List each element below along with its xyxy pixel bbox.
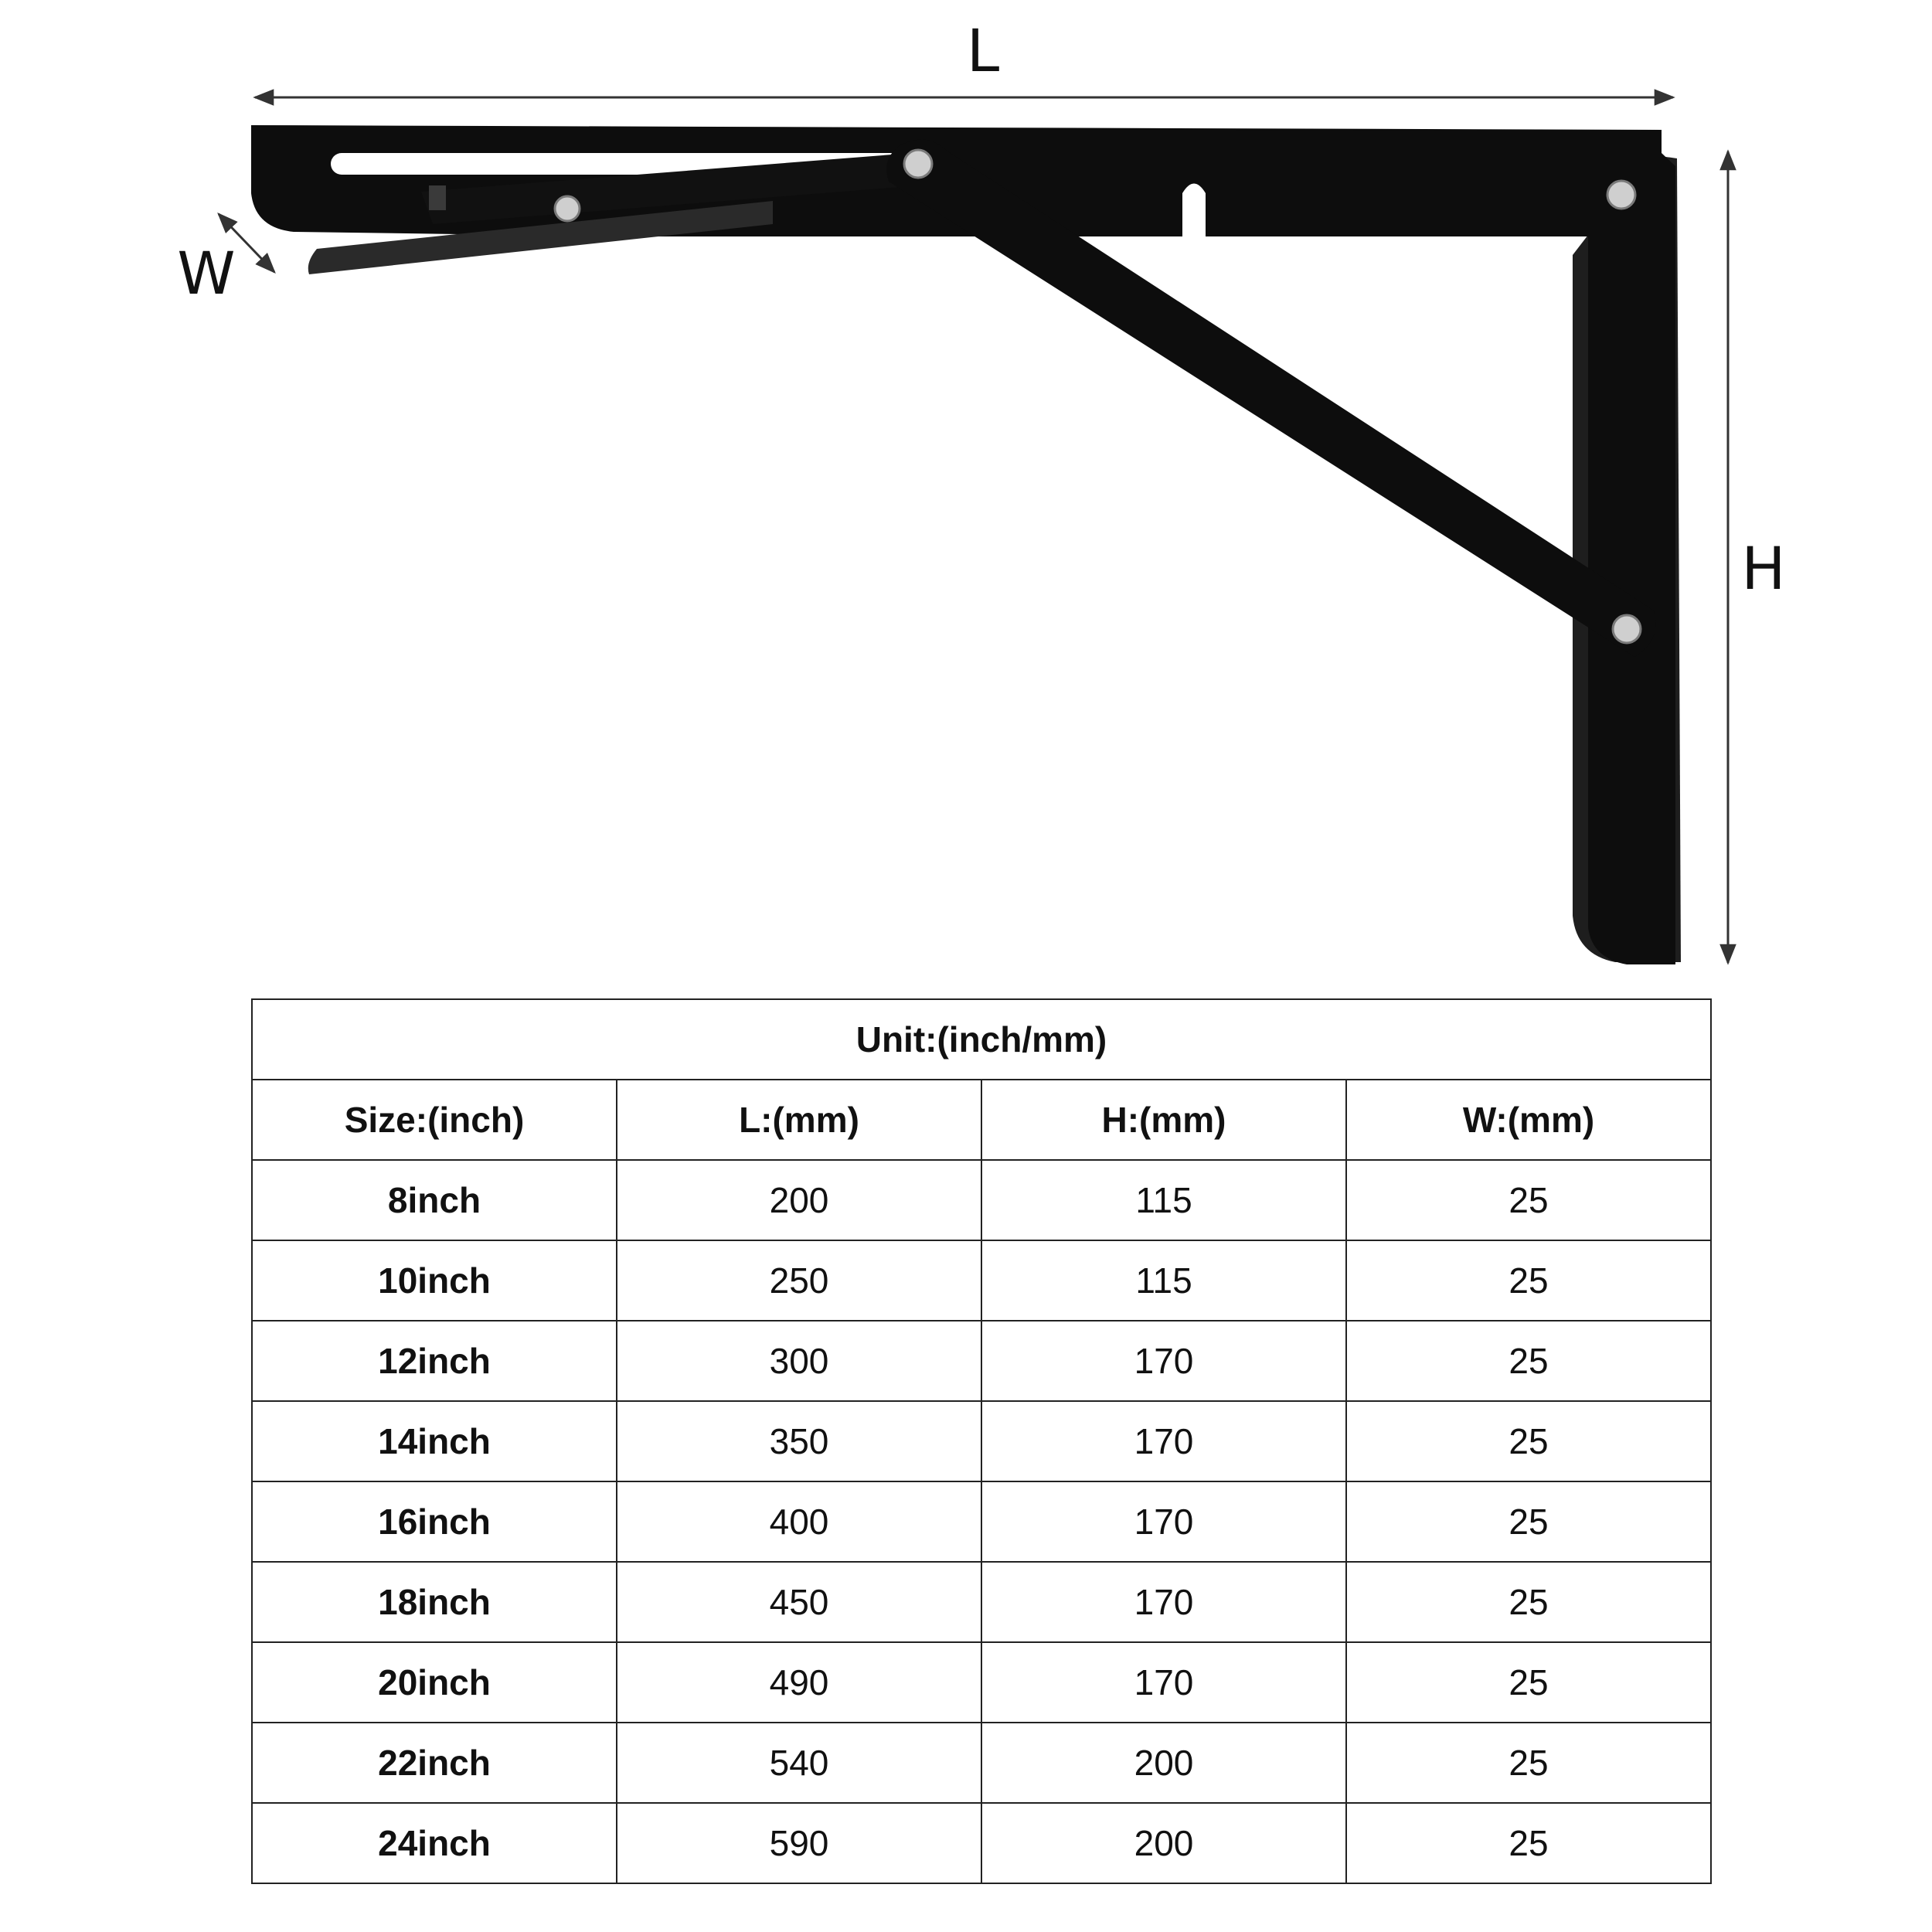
rivet — [555, 196, 580, 221]
height-cell: 170 — [981, 1642, 1346, 1723]
height-cell: 200 — [981, 1803, 1346, 1883]
length-cell: 540 — [617, 1723, 981, 1803]
height-cell: 170 — [981, 1562, 1346, 1642]
length-cell: 590 — [617, 1803, 981, 1883]
height-label: H — [1741, 534, 1786, 603]
length-label: L — [966, 16, 1000, 85]
height-cell: 115 — [981, 1240, 1346, 1321]
table-row — [252, 1642, 1711, 1723]
size-spec-table — [251, 998, 1712, 1884]
table-row — [252, 1401, 1711, 1481]
height-cell: 170 — [981, 1481, 1346, 1562]
header-height: H:(mm) — [981, 1080, 1346, 1160]
width-label: W — [177, 239, 236, 308]
width-cell: 25 — [1346, 1803, 1711, 1883]
header-width: W:(mm) — [1346, 1080, 1711, 1160]
vertical-arm — [1588, 153, 1675, 965]
size-cell: 8inch — [252, 1160, 617, 1240]
width-cell: 25 — [1346, 1642, 1711, 1723]
table-row — [252, 1321, 1711, 1401]
header-size: Size:(inch) — [252, 1080, 617, 1160]
size-cell: 20inch — [252, 1642, 617, 1723]
size-cell: 14inch — [252, 1401, 617, 1481]
header-length: L:(mm) — [617, 1080, 981, 1160]
width-cell: 25 — [1346, 1240, 1711, 1321]
width-cell: 25 — [1346, 1401, 1711, 1481]
length-cell: 400 — [617, 1481, 981, 1562]
size-cell: 16inch — [252, 1481, 617, 1562]
width-cell: 25 — [1346, 1321, 1711, 1401]
table-row — [252, 1803, 1711, 1883]
size-cell: 12inch — [252, 1321, 617, 1401]
rivet — [1607, 181, 1635, 209]
table-row — [252, 1481, 1711, 1562]
size-cell: 18inch — [252, 1562, 617, 1642]
width-cell: 25 — [1346, 1723, 1711, 1803]
table-row — [252, 1562, 1711, 1642]
size-cell: 24inch — [252, 1803, 617, 1883]
unit-row — [252, 999, 1711, 1080]
unit-caption: Unit:(inch/mm) — [252, 999, 1711, 1080]
latch-tab — [429, 185, 446, 210]
folding-bracket — [251, 125, 1681, 964]
table-row — [252, 1240, 1711, 1321]
header-row — [252, 1080, 1711, 1160]
rivet — [904, 150, 932, 178]
table-row — [252, 1723, 1711, 1803]
length-cell: 250 — [617, 1240, 981, 1321]
length-cell: 490 — [617, 1642, 981, 1723]
height-cell: 170 — [981, 1401, 1346, 1481]
height-cell: 115 — [981, 1160, 1346, 1240]
length-cell: 350 — [617, 1401, 981, 1481]
height-cell: 200 — [981, 1723, 1346, 1803]
size-cell: 10inch — [252, 1240, 617, 1321]
table-row — [252, 1160, 1711, 1240]
size-cell: 22inch — [252, 1723, 617, 1803]
length-cell: 200 — [617, 1160, 981, 1240]
rivet — [1613, 615, 1641, 643]
height-cell: 170 — [981, 1321, 1346, 1401]
width-cell: 25 — [1346, 1562, 1711, 1642]
length-cell: 300 — [617, 1321, 981, 1401]
width-cell: 25 — [1346, 1481, 1711, 1562]
length-cell: 450 — [617, 1562, 981, 1642]
width-cell: 25 — [1346, 1160, 1711, 1240]
